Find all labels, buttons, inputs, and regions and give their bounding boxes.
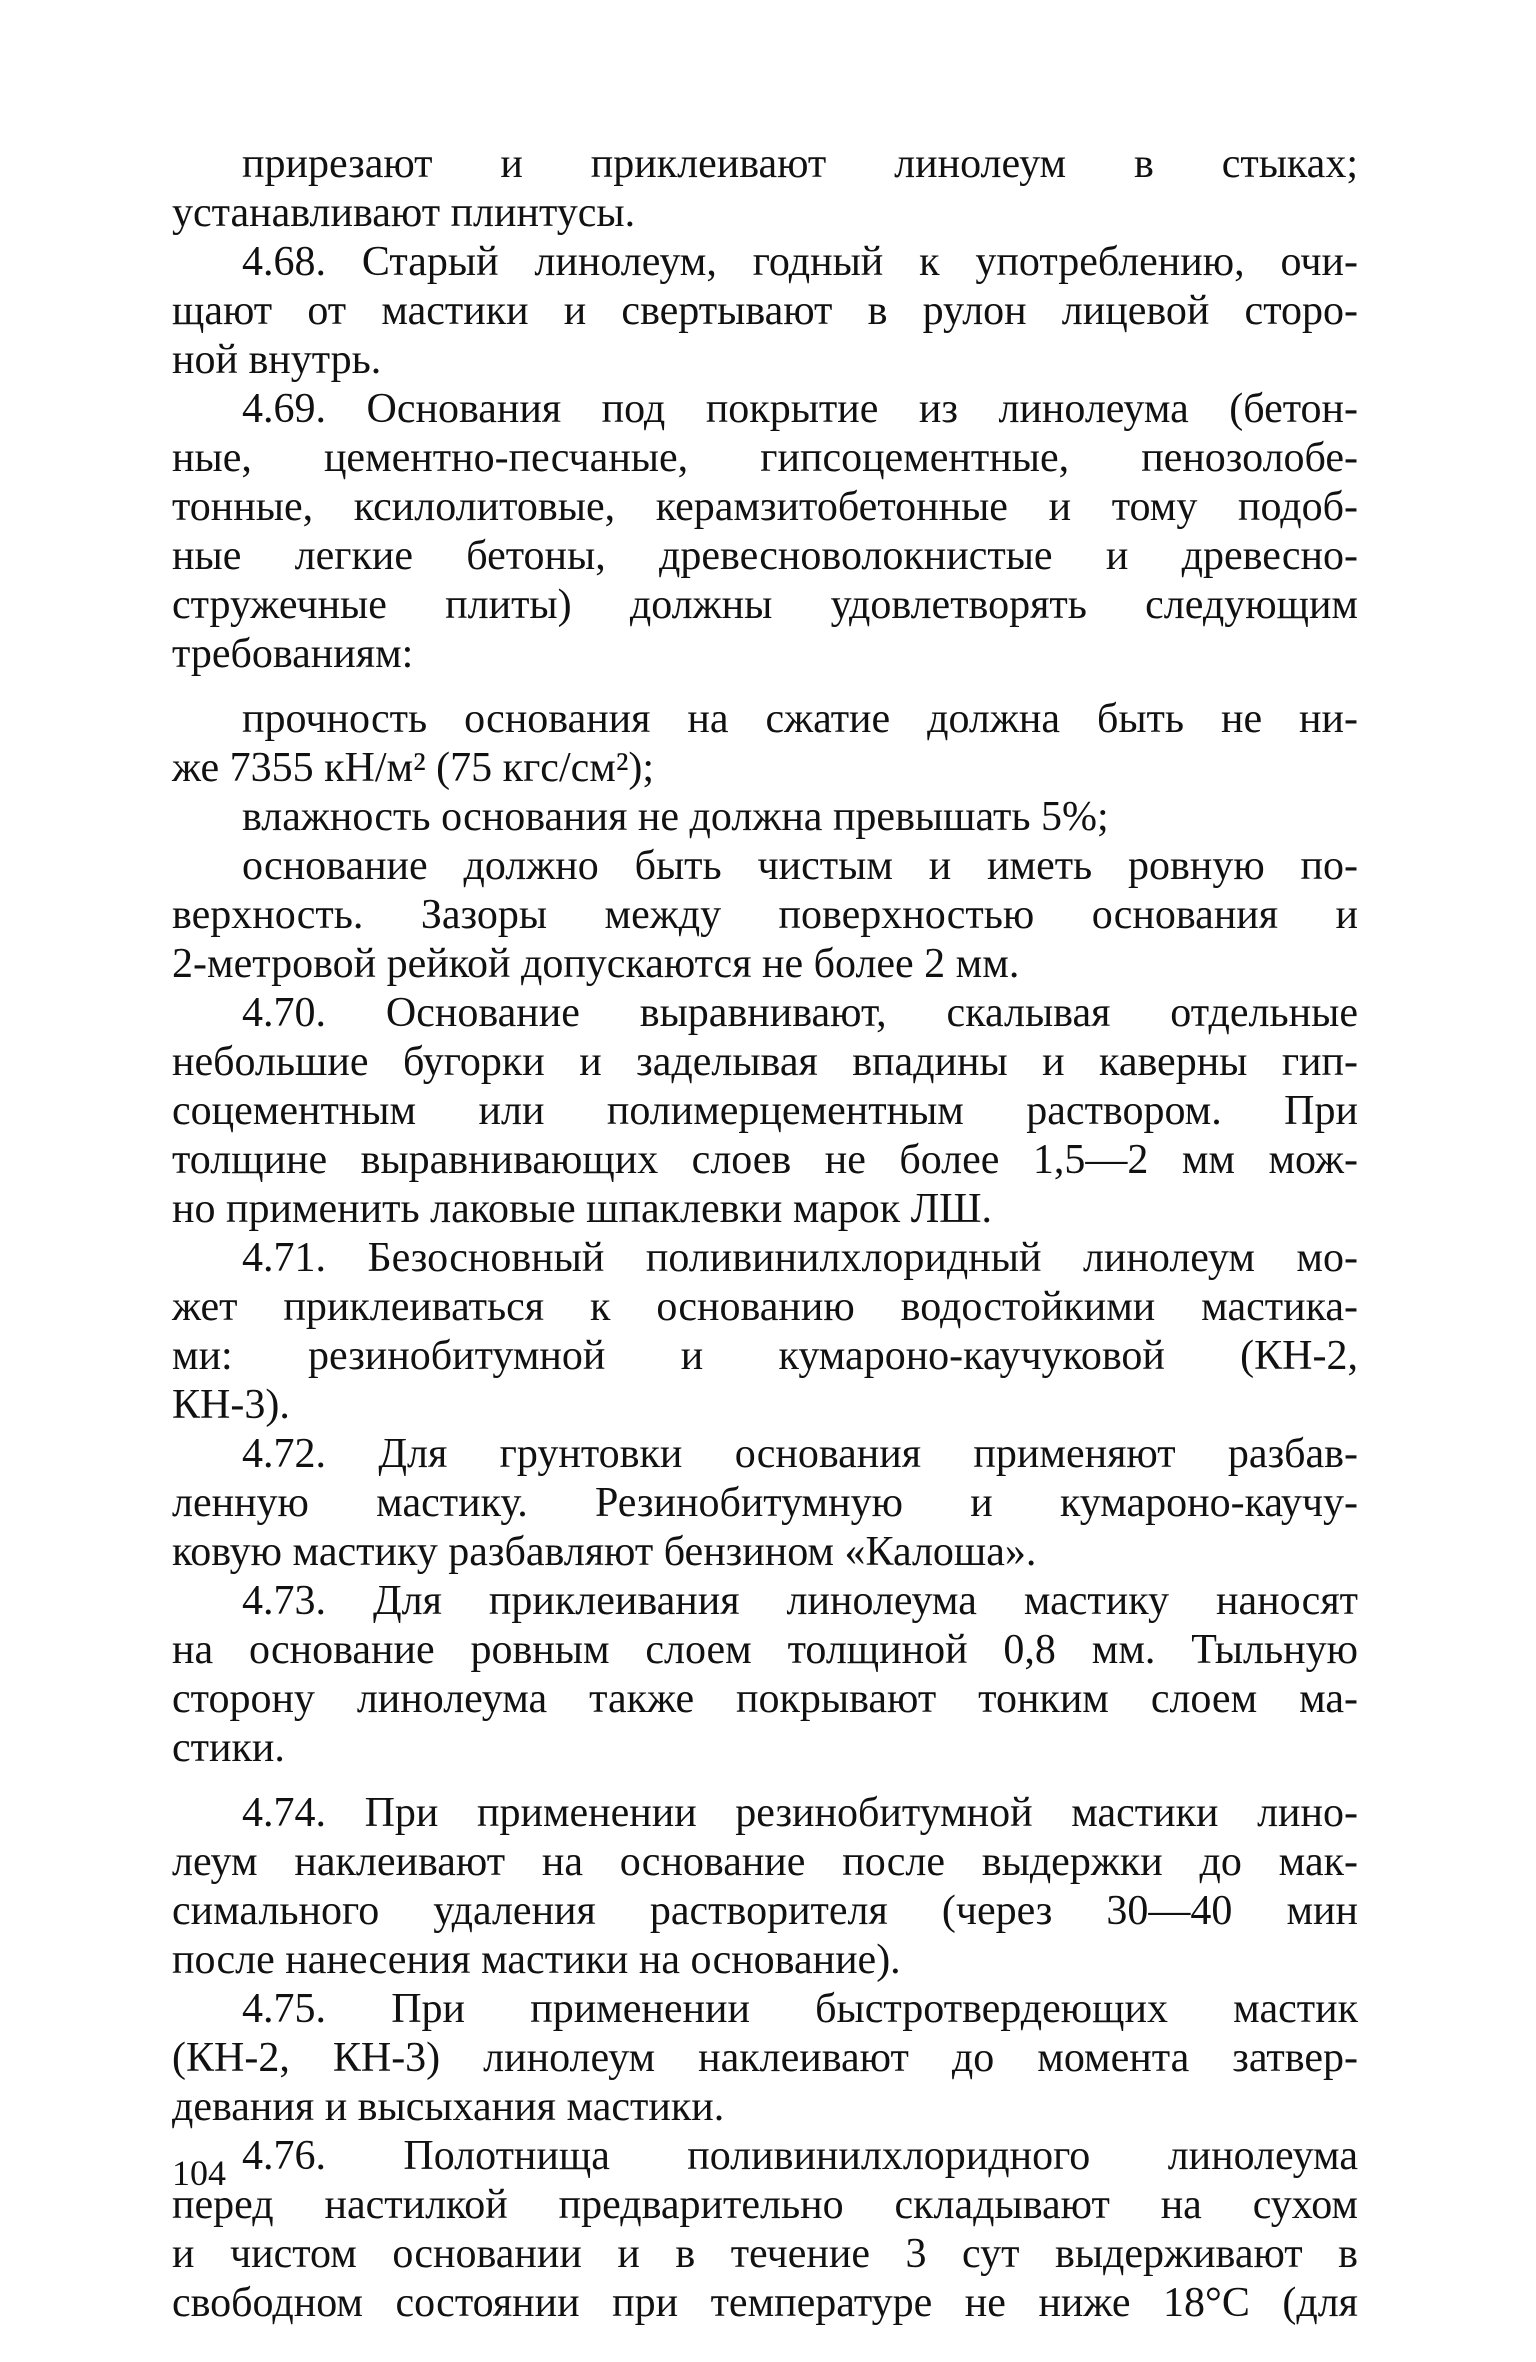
text-line: после нанесения мастики на основание). bbox=[172, 1937, 901, 1983]
text-line: леум наклеивают на основание после выдержки до мак- bbox=[172, 1839, 1358, 1885]
text-line: 2-метровой рейкой допускаются не более 2 мм. bbox=[172, 941, 1020, 987]
text-line: верхность. Зазоры между поверхностью основания и bbox=[172, 892, 1358, 938]
text-line: симального удаления растворителя (через 30—40 мин bbox=[172, 1888, 1358, 1934]
text-line: 4.75. При применении быстротвердеющих мастик bbox=[242, 1986, 1358, 2032]
text-line: же 7355 кН/м² (75 кгс/см²); bbox=[172, 745, 655, 791]
text-line: небольшие бугорки и заделывая впадины и каверны гип- bbox=[172, 1039, 1358, 1085]
text-line: тонные, ксилолитовые, керамзитобетонные и тому подоб- bbox=[172, 484, 1358, 530]
paragraph-gap bbox=[172, 1773, 1358, 1789]
text-line: сторону линолеума также покрывают тонким слоем ма- bbox=[172, 1676, 1358, 1722]
text-line: основание должно быть чистым и иметь ровную по- bbox=[242, 843, 1358, 889]
text-line: 4.68. Старый линолеум, годный к употреблению, очи- bbox=[242, 239, 1358, 285]
text-line: щают от мастики и свертывают в рулон лицевой сторо- bbox=[172, 288, 1358, 334]
text-line: ковую мастику разбавляют бензином «Калоша». bbox=[172, 1529, 1037, 1575]
text-line: 4.72. Для грунтовки основания применяют разбав- bbox=[242, 1431, 1358, 1477]
text-line: 4.71. Безосновный поливинилхлоридный линолеум мо- bbox=[242, 1235, 1358, 1281]
text-line: толщине выравнивающих слоев не более 1,5—2 мм мож- bbox=[172, 1137, 1358, 1183]
text-line: ленную мастику. Резинобитумную и кумароно-каучу- bbox=[172, 1480, 1358, 1526]
text-line: ной внутрь. bbox=[172, 337, 382, 383]
text-line: 4.76. Полотнища поливинилхлоридного линолеума bbox=[242, 2133, 1358, 2179]
text-line: требованиям: bbox=[172, 631, 414, 677]
text-line: ми: резинобитумной и кумароно-каучуковой (КН-2, bbox=[172, 1333, 1358, 1379]
text-line: девания и высыхания мастики. bbox=[172, 2084, 725, 2130]
text-line: (КН-2, КН-3) линолеум наклеивают до момента затвер- bbox=[172, 2035, 1358, 2081]
text-line: стики. bbox=[172, 1725, 285, 1771]
text-line: 4.74. При применении резинобитумной мастики лино- bbox=[242, 1790, 1358, 1836]
text-line: 4.73. Для приклеивания линолеума мастику наносят bbox=[242, 1578, 1358, 1624]
text-line: свободном состоянии при температуре не ниже 18°С (для bbox=[172, 2280, 1358, 2326]
text-line: ные, цементно-песчаные, гипсоцементные, пенозолобе- bbox=[172, 435, 1358, 481]
text-line: 4.69. Основания под покрытие из линолеума (бетон- bbox=[242, 386, 1358, 432]
text-line: 4.70. Основание выравнивают, скалывая отдельные bbox=[242, 990, 1358, 1036]
page-number: 104 bbox=[172, 2153, 226, 2193]
text-line: прирезают и приклеивают линолеум в стыках; bbox=[242, 141, 1358, 187]
text-line: устанавливают плинтусы. bbox=[172, 190, 636, 236]
text-line: прочность основания на сжатие должна быть не ни- bbox=[242, 696, 1358, 742]
page-body bbox=[172, 140, 1358, 2328]
text-line: соцементным или полимерцементным раствором. При bbox=[172, 1088, 1358, 1134]
text-line: КН-3). bbox=[172, 1382, 290, 1428]
text-line: но применить лаковые шпаклевки марок ЛШ. bbox=[172, 1186, 993, 1232]
text-line: ные легкие бетоны, древесноволокнистые и древесно- bbox=[172, 533, 1358, 579]
text-line: перед настилкой предварительно складывают на сухом bbox=[172, 2182, 1358, 2228]
text-line: на основание ровным слоем толщиной 0,8 мм. Тыльную bbox=[172, 1627, 1358, 1673]
text-line: стружечные плиты) должны удовлетворять следующим bbox=[172, 582, 1358, 628]
text-line: влажность основания не должна превышать 5%; bbox=[242, 794, 1109, 840]
text-line: жет приклеиваться к основанию водостойкими мастика- bbox=[172, 1284, 1358, 1330]
text-line: и чистом основании и в течение 3 сут выдерживают в bbox=[172, 2231, 1358, 2277]
paragraph-gap bbox=[172, 679, 1358, 695]
